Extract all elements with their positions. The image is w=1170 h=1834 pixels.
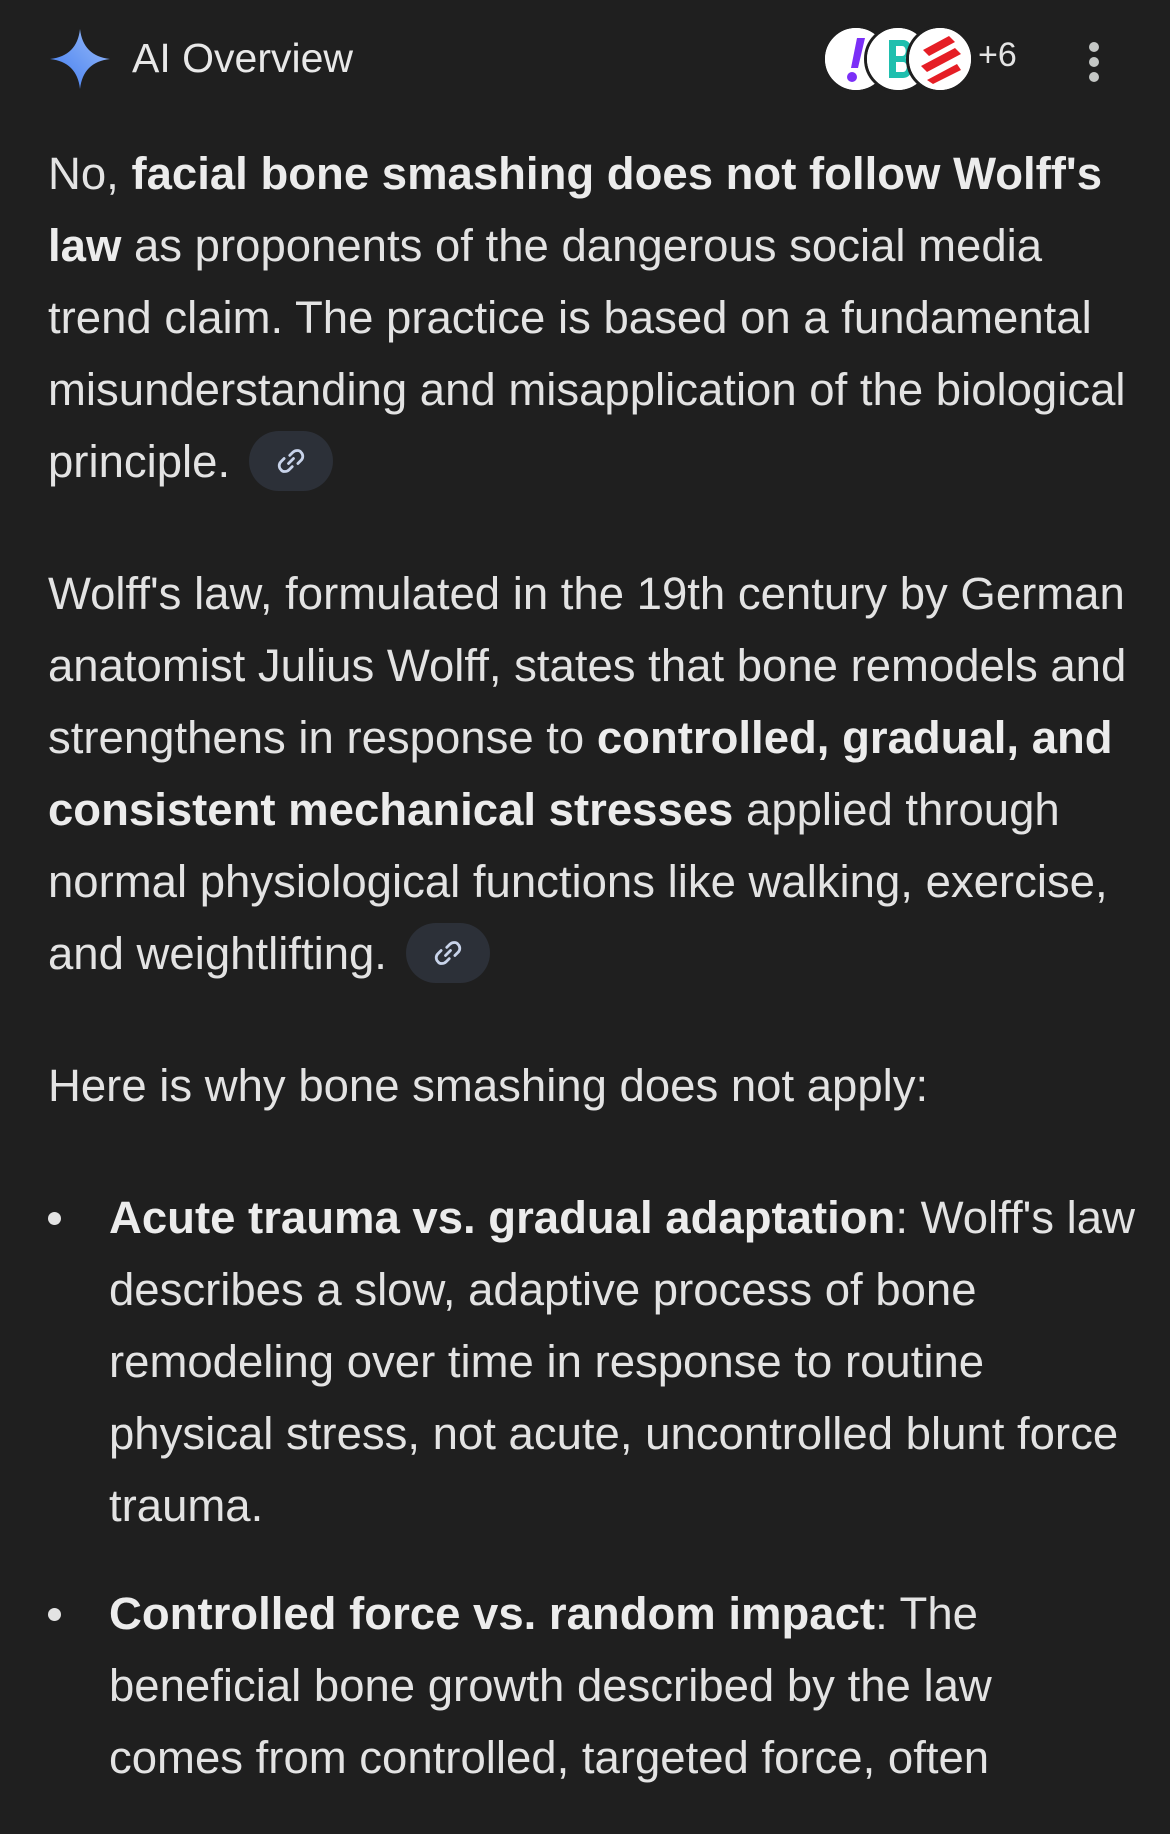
- reason-title: Controlled force vs. random impact: [109, 1588, 876, 1639]
- red-stripes-logo-icon: [909, 28, 971, 90]
- more-sources-count[interactable]: +6: [978, 36, 1017, 74]
- source-avatar-3[interactable]: [906, 25, 974, 93]
- citation-link-button[interactable]: [406, 923, 490, 983]
- ai-overview-title: AI Overview: [132, 35, 353, 81]
- reason-body: : The beneficial bone growth described by the law comes from controlled, targeted force, often: [109, 1588, 992, 1783]
- list-item: [48, 1182, 1138, 1542]
- gemini-sparkle-icon: [48, 27, 112, 91]
- reasons-intro: Here is why bone smashing does not apply:: [48, 1060, 929, 1111]
- more-vert-icon-dot: [1089, 72, 1099, 82]
- wolffs-law-text: Wolff's law, formulated in the 19th century by German anatomist Julius Wolff, states that bone remodels and strengthens in response to: [48, 568, 1127, 763]
- more-vert-icon-dot: [1089, 57, 1099, 67]
- bullet-icon: [48, 1212, 61, 1225]
- list-item: [48, 1578, 1138, 1794]
- wolffs-law-paragraph: [48, 558, 1138, 990]
- ai-overview-content: [48, 138, 1138, 1830]
- link-icon: [433, 938, 463, 968]
- answer-bold: facial bone smashing does not follow Wolff's law: [48, 148, 1103, 271]
- wolffs-law-bold: controlled, gradual, and consistent mechanical stresses: [48, 712, 1113, 835]
- more-vert-icon: [1089, 42, 1099, 52]
- ai-overview-header: [0, 0, 1170, 120]
- link-icon: [276, 446, 306, 476]
- answer-lead: No,: [48, 148, 132, 199]
- reason-body: : Wolff's law describes a slow, adaptive process of bone remodeling over time in response to routine physical stress, not acute, uncontrolled blunt force trauma.: [109, 1192, 1135, 1531]
- reason-title: Acute trauma vs. gradual adaptation: [109, 1192, 896, 1243]
- answer-paragraph: [48, 138, 1138, 498]
- bullet-icon: [48, 1608, 61, 1621]
- reasons-list: [48, 1182, 1138, 1794]
- sources-stack[interactable]: [822, 25, 1022, 91]
- more-options-button[interactable]: [1074, 28, 1114, 92]
- citation-link-button[interactable]: [249, 431, 333, 491]
- answer-text: as proponents of the dangerous social media trend claim. The practice is based on a fundamental misunderstanding and misapplication of the biological principle.: [48, 220, 1126, 487]
- wolffs-law-text-end: applied through normal physiological functions like walking, exercise, and weightlifting.: [48, 784, 1108, 979]
